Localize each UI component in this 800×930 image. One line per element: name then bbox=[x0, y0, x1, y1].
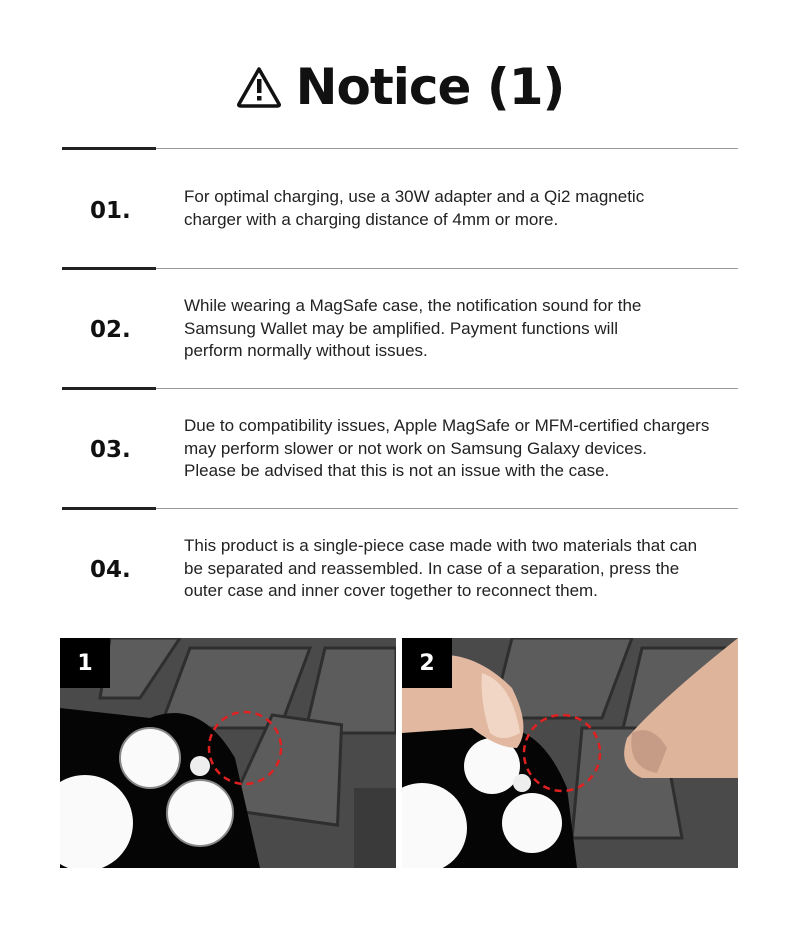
notice-item bbox=[62, 508, 738, 628]
step-badge: 1 bbox=[60, 638, 110, 688]
step-badge: 2 bbox=[402, 638, 452, 688]
notice-text: Due to compatibility issues, Apple MagSafe or MFM-certified chargers may perform slower or not work on Samsung Galaxy devices. Please be advised that this is not an issue with the case. bbox=[184, 416, 710, 480]
page-title bbox=[0, 58, 800, 116]
title-text: Notice (1) bbox=[295, 58, 565, 116]
step-2-photo bbox=[402, 638, 738, 868]
notice-number: 03. bbox=[90, 437, 131, 463]
warning-triangle-icon bbox=[236, 66, 282, 108]
step-1-photo bbox=[60, 638, 396, 868]
notice-number: 02. bbox=[90, 317, 131, 343]
notice-item bbox=[62, 148, 738, 268]
notice-text: While wearing a MagSafe case, the notification sound for the Samsung Wallet may be amplified. Payment functions will perform normally without issues. bbox=[184, 296, 642, 360]
notice-text: For optimal charging, use a 30W adapter and a Qi2 magnetic charger with a charging distance of 4mm or more. bbox=[184, 187, 645, 229]
notice-number: 01. bbox=[90, 198, 131, 224]
notice-number: 04. bbox=[90, 557, 131, 583]
notice-item bbox=[62, 388, 738, 508]
notice-text: This product is a single-piece case made with two materials that can be separated and reassembled. In case of a separation, press the outer case and inner cover together to reconnect them. bbox=[184, 536, 698, 600]
notice-item bbox=[62, 268, 738, 388]
